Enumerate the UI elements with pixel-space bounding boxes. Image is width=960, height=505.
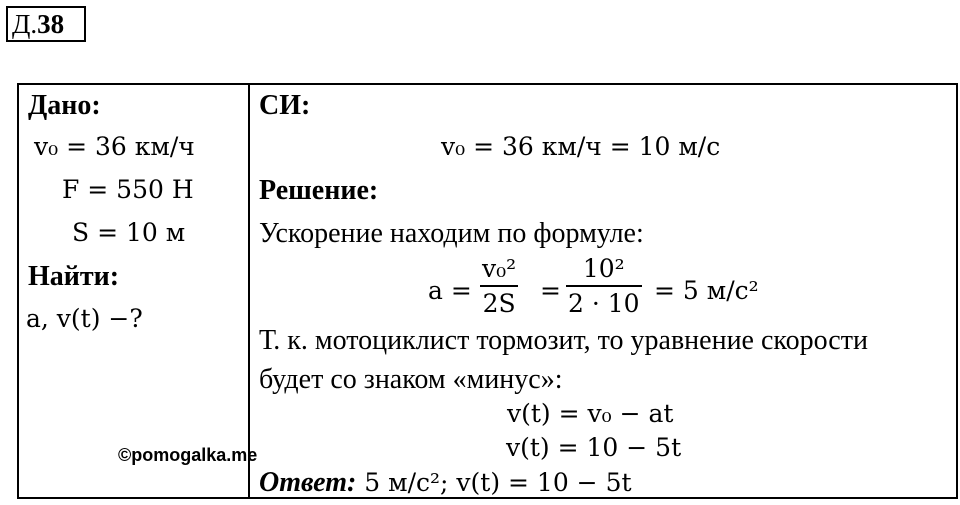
formula-result: = 5 м/с² [654,276,759,305]
formula-equals: = [540,276,561,305]
si-conversion: v₀ = 36 км/ч = 10 м/с [441,132,721,161]
task-number-box [6,6,86,42]
fraction-2-numerator: 10² [582,254,625,283]
given-title: Дано: [28,90,101,121]
given-force: F = 550 Н [62,175,194,204]
answer-line [259,469,632,497]
fraction-2-bar [566,285,642,287]
formula-lhs: a = [428,276,472,305]
velocity-equation-general: v(t) = v₀ − at [507,399,674,428]
si-title: СИ: [259,90,311,121]
velocity-equation-specific: v(t) = 10 − 5t [506,433,682,462]
fraction-1-denominator: 2S [482,289,516,318]
fraction-1-bar [480,285,518,287]
task-prefix: Д. [12,9,38,39]
column-divider [248,83,250,499]
formula-fraction-1 [480,254,518,318]
solution-intro: Ускорение находим по формуле: [259,218,644,249]
find-unknowns: a, v(t) −? [26,304,143,333]
find-title: Найти: [28,261,120,292]
solution-title: Решение: [259,175,379,206]
fraction-2-denominator: 2 · 10 [568,289,640,318]
watermark: ©pomogalka.me [118,445,258,465]
solution-text-line-2: будет со знаком «минус»: [259,364,563,395]
task-number: 38 [37,9,65,39]
given-v0: v₀ = 36 км/ч [34,132,195,161]
fraction-1-numerator: v₀² [482,254,517,283]
formula-fraction-2 [566,254,642,318]
answer-text: 5 м/с²; v(t) = 10 − 5t [356,468,632,497]
solution-text-line-1: Т. к. мотоциклист тормозит, то уравнение скорости [259,325,868,356]
given-distance: S = 10 м [72,218,186,247]
answer-label: Ответ: [259,467,357,498]
